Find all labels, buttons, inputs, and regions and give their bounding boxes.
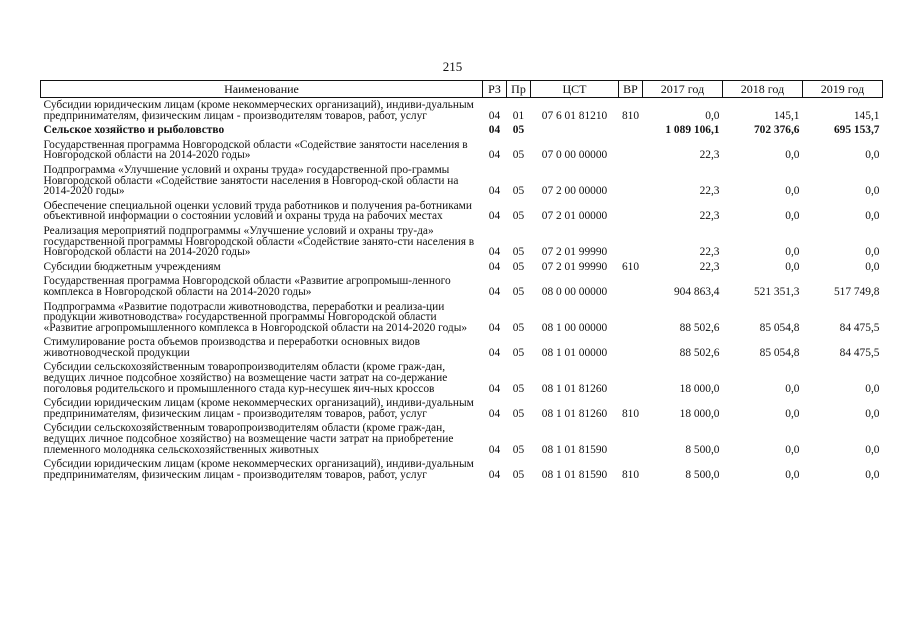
table-row [41, 274, 883, 299]
row-value-2019: 0,0 [865, 260, 880, 273]
row-value-2017: 18 000,0 [679, 407, 720, 420]
row-pr: 01 [512, 109, 525, 122]
row-cst: 07 2 00 00000 [541, 185, 608, 198]
row-value-2018: 0,0 [785, 468, 800, 481]
row-cst: 07 2 01 99990 [541, 260, 608, 273]
row-pr: 05 [512, 260, 525, 273]
row-value-2018: 0,0 [785, 382, 800, 395]
row-value-2019: 0,0 [865, 407, 880, 420]
row-name: Государственная программа Новгородской области «Содействие занятости населения в Новгородской области на 2014-2020 годы» [43, 138, 468, 162]
row-value-2019: 0,0 [865, 382, 880, 395]
row-rz: 04 [488, 149, 501, 162]
row-value-2019: 0,0 [865, 185, 880, 198]
row-vr [619, 163, 643, 199]
row-value-2019: 84 475,5 [839, 346, 880, 359]
row-value-2017: 0,0 [705, 109, 720, 122]
row-value-2019: 0,0 [865, 149, 880, 162]
row-value-2019: 0,0 [865, 443, 880, 456]
row-name: Субсидии сельскохозяйственным товаропроизводителям области (кроме граж-дан, ведущих личное подсобное хозяйство) на возмещение части затрат на приобретение племенного молодняка сельскохозяйственных животных [43, 422, 454, 456]
row-rz: 04 [488, 109, 501, 122]
row-pr: 05 [512, 321, 525, 334]
row-value-2017: 22,3 [699, 210, 720, 223]
row-rz: 04 [488, 185, 501, 198]
row-value-2017: 1 089 106,1 [665, 124, 720, 137]
row-vr [619, 360, 643, 396]
column-header-pr: Пр [507, 81, 531, 98]
row-cst: 07 2 01 00000 [541, 210, 608, 223]
page-number: 215 [442, 59, 463, 74]
row-rz: 04 [488, 210, 501, 223]
row-vr [619, 421, 643, 457]
row-pr: 05 [512, 149, 525, 162]
row-value-2018: 0,0 [785, 246, 800, 259]
table-row [41, 457, 883, 482]
row-name: Субсидии юридическим лицам (кроме некоммерческих организаций), индиви-дуальным предпринимателям, физическим лицам - производителям товаров, работ, услуг [43, 397, 474, 420]
row-vr [619, 335, 643, 360]
row-name: Подпрограмма «Улучшение условий и охраны труда» государственной про-граммы Новгородской области «Содействие занятости населения в Новгород-ской области на 2014-2020 годы» [43, 163, 459, 198]
table-row [41, 335, 883, 360]
row-rz: 04 [488, 285, 501, 298]
row-cst: 08 1 01 81260 [541, 382, 608, 395]
row-pr: 05 [512, 210, 525, 223]
row-value-2018: 702 376,6 [753, 124, 800, 137]
row-value-2017: 22,3 [699, 246, 720, 259]
row-name: Сельское хозяйство и рыболовство [43, 124, 225, 137]
row-name: Субсидии юридическим лицам (кроме некоммерческих организаций), индиви-дуальным предпринимателям, физическим лицам - производителям товаров, работ, услуг [43, 458, 474, 481]
row-value-2018: 0,0 [785, 149, 800, 162]
table-row [41, 224, 883, 260]
row-vr: 810 [621, 109, 640, 122]
row-rz: 04 [488, 443, 501, 456]
row-cst: 07 2 01 99990 [541, 246, 608, 259]
row-name: Субсидии бюджетным учреждениям [43, 260, 221, 273]
row-value-2017: 22,3 [699, 149, 720, 162]
row-name: Стимулирование роста объемов производства и переработки основных видов животноводческой продукции [43, 336, 420, 359]
column-header-2017: 2017 год [643, 81, 723, 98]
row-value-2017: 22,3 [699, 185, 720, 198]
row-name: Субсидии сельскохозяйственным товаропроизводителям области (кроме граж-дан, ведущих личное подсобное хозяйство) на возмещение части затрат на со-держание поголовья родительского и промышленного стада кур-несушек яич-ных кроссов [43, 361, 448, 395]
table-row [41, 123, 883, 138]
row-vr [619, 123, 643, 138]
row-cst: 08 1 01 81590 [541, 443, 608, 456]
row-name: Обеспечение специальной оценки условий труда работников и получения ра-ботниками объективной информации о состоянии условий и охраны труда на рабочих местах [43, 199, 472, 223]
row-cst: 07 6 01 81210 [541, 109, 608, 122]
row-pr: 05 [512, 185, 525, 198]
row-vr: 810 [621, 468, 640, 481]
column-header-2018: 2018 год [723, 81, 803, 98]
row-value-2017: 88 502,6 [679, 346, 720, 359]
row-value-2019: 0,0 [865, 246, 880, 259]
row-value-2017: 22,3 [699, 260, 720, 273]
row-pr: 05 [512, 285, 525, 298]
row-rz: 04 [488, 246, 501, 259]
row-cst [531, 123, 619, 138]
row-vr [619, 224, 643, 260]
row-value-2017: 88 502,6 [679, 321, 720, 334]
row-name: Подпрограмма «Развитие подотрасли животноводства, переработки и реализа-ции продукции животноводства» государственной программы Новгородской области «Развитие агропромышленного комплекса в Новгородской области на 2014-2020 годы» [43, 300, 468, 334]
row-rz: 04 [488, 346, 501, 359]
row-value-2019: 517 749,8 [833, 285, 880, 298]
row-name: Государственная программа Новгородской области «Развитие агропромыш-ленного комплекса в Новгородской области на 2014-2020 годы» [43, 275, 451, 298]
row-value-2018: 0,0 [785, 185, 800, 198]
row-cst: 08 0 00 00000 [541, 285, 608, 298]
row-pr: 05 [512, 346, 525, 359]
row-pr: 05 [512, 382, 525, 395]
row-vr [619, 274, 643, 299]
table-row [41, 199, 883, 224]
row-vr: 810 [621, 407, 640, 420]
row-pr: 05 [512, 468, 525, 481]
row-rz: 04 [488, 321, 501, 334]
row-value-2019: 145,1 [853, 109, 880, 122]
row-value-2019: 0,0 [865, 468, 880, 481]
table-row [41, 138, 883, 163]
row-rz: 04 [488, 407, 501, 420]
row-value-2018: 0,0 [785, 210, 800, 223]
row-name: Реализация мероприятий подпрограммы «Улучшение условий и охраны тру-да» государственной программы Новгородской области «Содействие занято-сти населения в Новгородской области на 2014-2020 годы» [43, 224, 475, 259]
column-header-2019: 2019 год [803, 81, 883, 98]
row-pr: 05 [512, 407, 525, 420]
row-cst: 08 1 00 00000 [541, 321, 608, 334]
row-value-2017: 18 000,0 [679, 382, 720, 395]
column-header-cst: ЦСТ [531, 81, 619, 98]
column-header-rz: РЗ [483, 81, 507, 98]
row-cst: 08 1 01 81590 [541, 468, 608, 481]
table-row [41, 260, 883, 275]
table-row [41, 300, 883, 336]
row-pr: 05 [512, 246, 525, 259]
row-cst: 07 0 00 00000 [541, 149, 608, 162]
row-value-2017: 904 863,4 [673, 285, 720, 298]
column-header-vr: ВР [619, 81, 643, 98]
row-rz: 04 [488, 124, 501, 137]
row-value-2019: 84 475,5 [839, 321, 880, 334]
row-name: Субсидии юридическим лицам (кроме некоммерческих организаций), индиви-дуальным предпринимателям, физическим лицам - производителям товаров, работ, услуг [43, 99, 474, 122]
table-row [41, 360, 883, 396]
row-vr: 610 [621, 260, 640, 273]
budget-table [40, 80, 883, 482]
table-row [41, 421, 883, 457]
row-rz: 04 [488, 260, 501, 273]
row-value-2018: 521 351,3 [753, 285, 800, 298]
row-vr [619, 300, 643, 336]
table-row [41, 98, 883, 124]
column-header-name: Наименование [41, 81, 483, 98]
row-cst: 08 1 01 00000 [541, 346, 608, 359]
row-value-2017: 8 500,0 [685, 468, 720, 481]
row-value-2018: 85 054,8 [759, 321, 800, 334]
row-value-2018: 0,0 [785, 260, 800, 273]
table-row [41, 396, 883, 421]
table-header-row [41, 81, 883, 98]
row-value-2018: 0,0 [785, 407, 800, 420]
row-value-2017: 8 500,0 [685, 443, 720, 456]
row-value-2019: 0,0 [865, 210, 880, 223]
row-value-2018: 0,0 [785, 443, 800, 456]
row-pr: 05 [512, 443, 525, 456]
row-vr [619, 199, 643, 224]
row-cst: 08 1 01 81260 [541, 407, 608, 420]
row-pr: 05 [512, 124, 525, 137]
row-value-2018: 145,1 [773, 109, 800, 122]
row-value-2019: 695 153,7 [833, 124, 880, 137]
table-row [41, 163, 883, 199]
row-value-2018: 85 054,8 [759, 346, 800, 359]
row-rz: 04 [488, 382, 501, 395]
row-rz: 04 [488, 468, 501, 481]
row-vr [619, 138, 643, 163]
